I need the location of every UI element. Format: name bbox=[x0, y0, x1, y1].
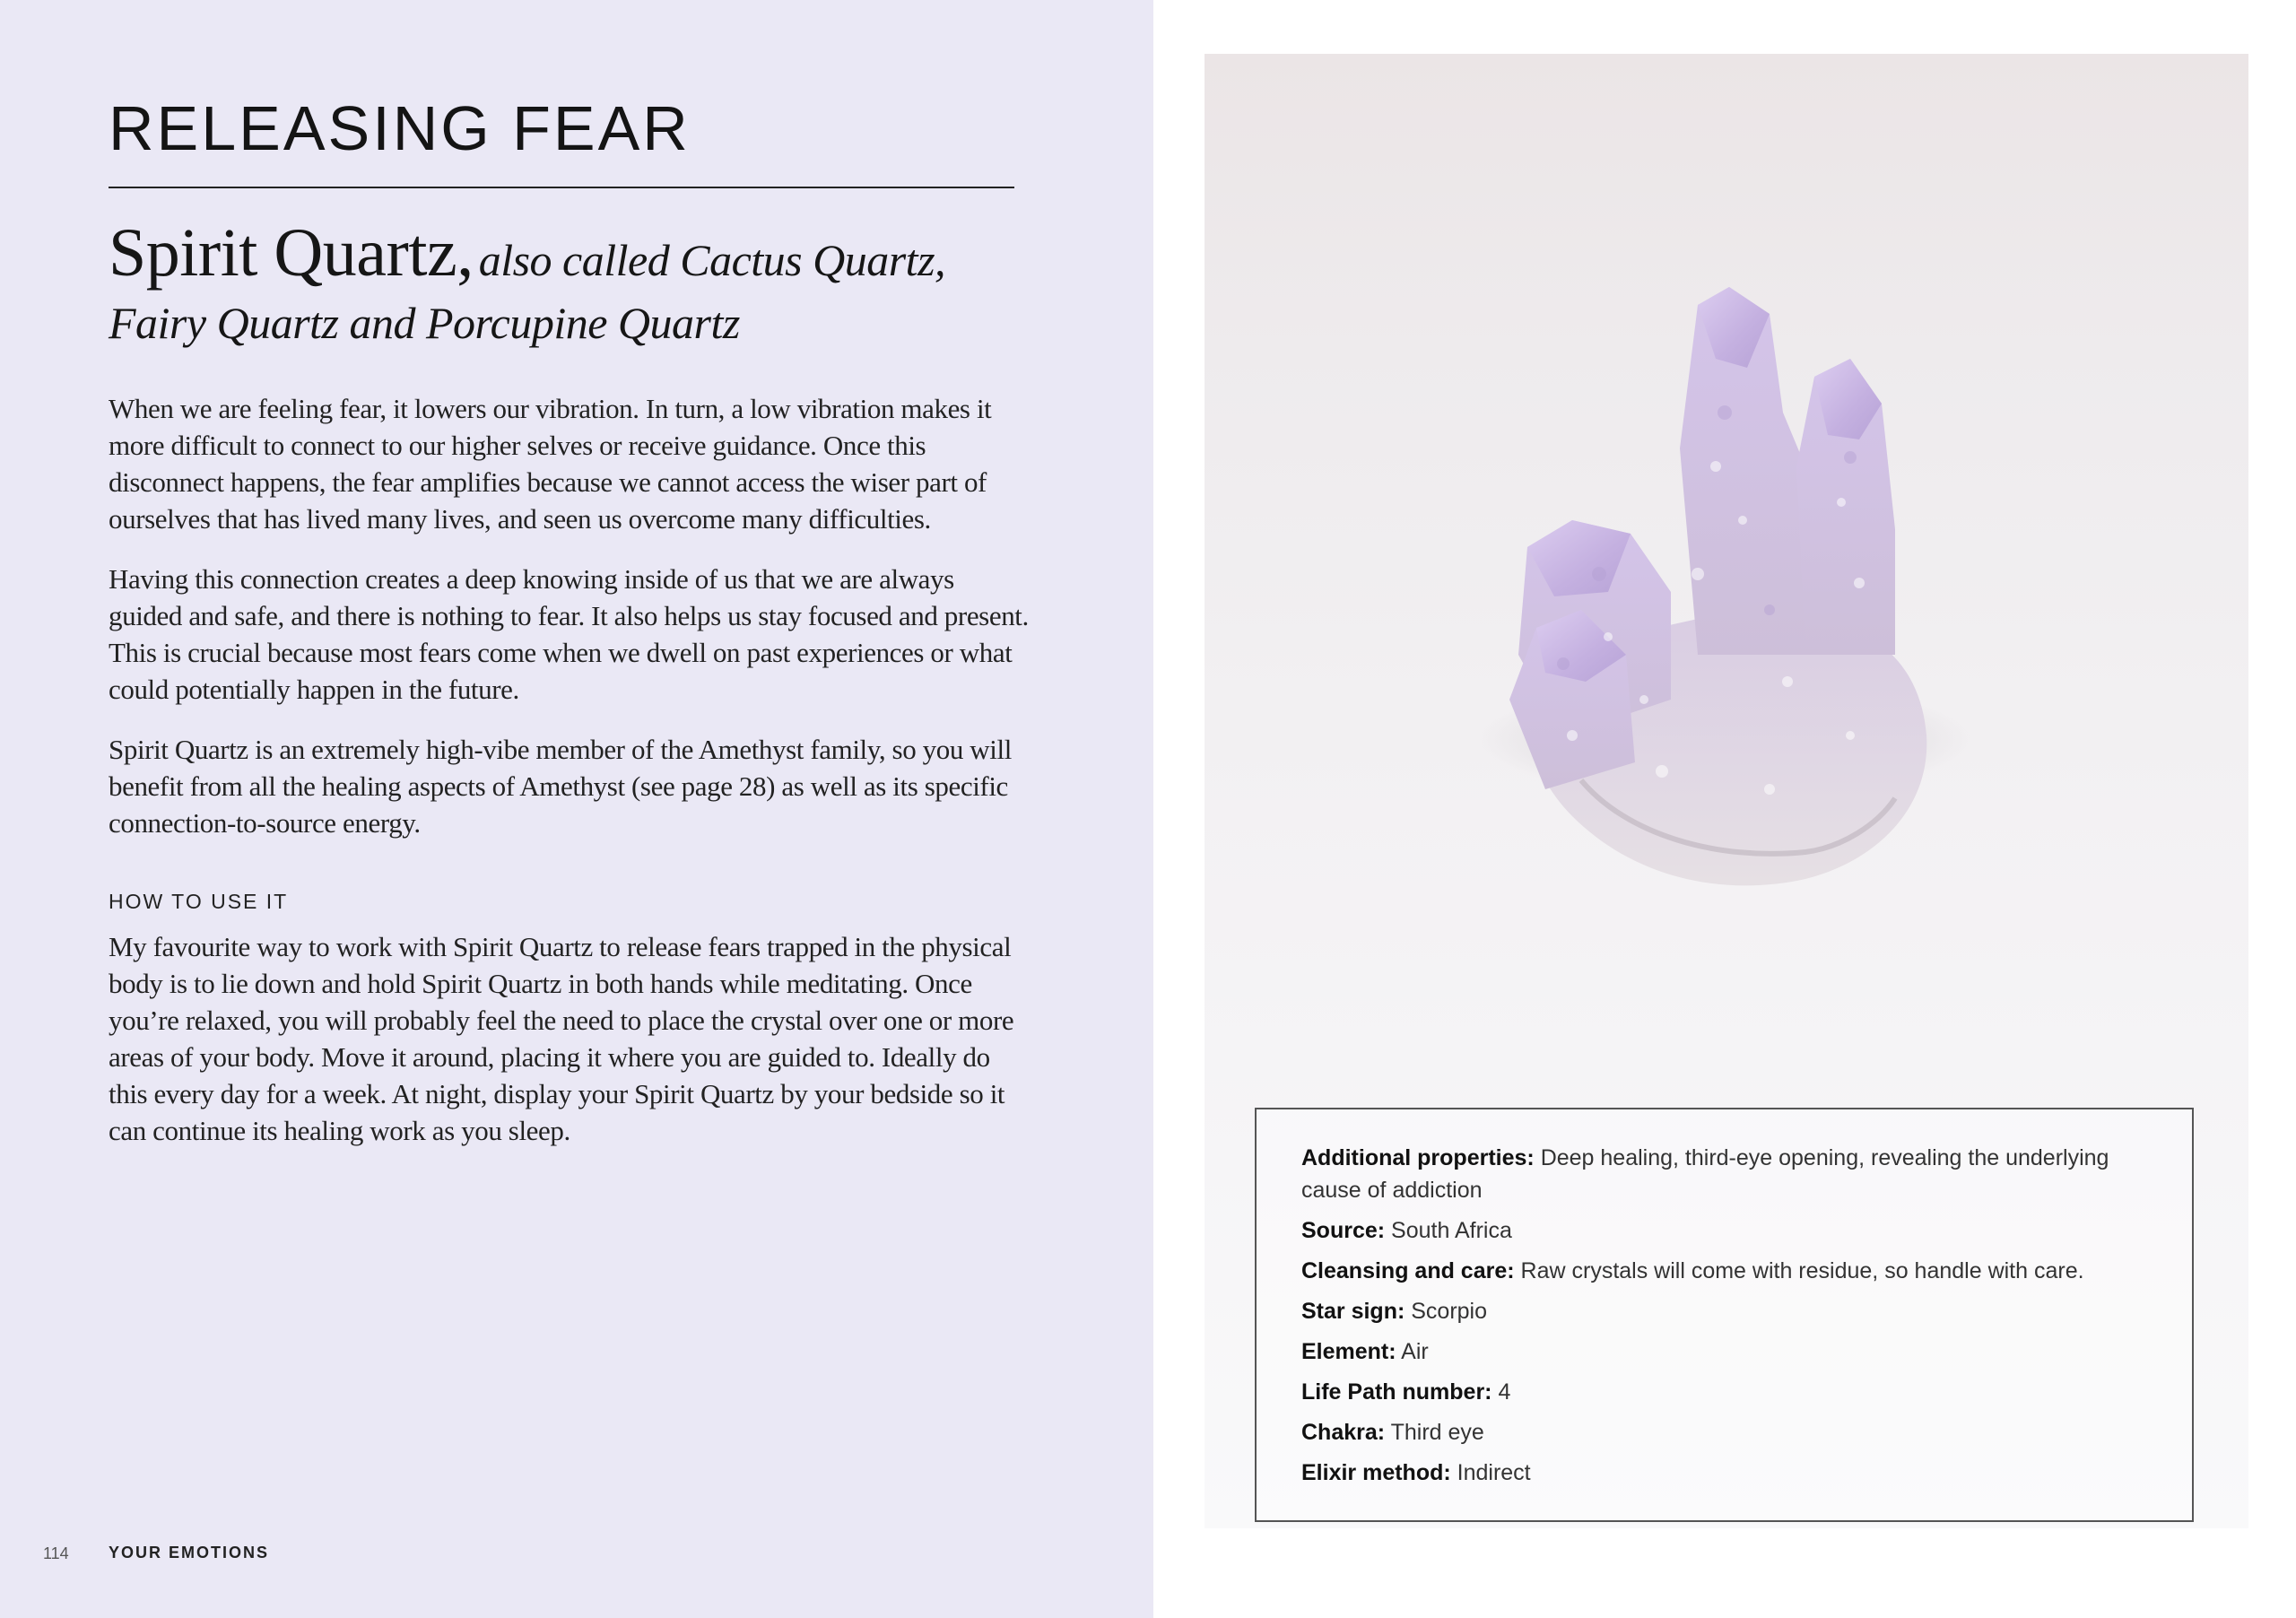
property-cleansing: Cleansing and care: Raw crystals will come with residue, so handle with care. bbox=[1301, 1258, 2084, 1283]
body-paragraph-3: Spirit Quartz is an extremely high-vibe member of the Amethyst family, so you will benefit from all the healing aspects of Amethyst (see page 28) as well as its specific connection-to-source energy. bbox=[109, 734, 1012, 839]
property-star-sign: Star sign: Scorpio bbox=[1301, 1299, 1488, 1324]
how-to-use-heading: HOW TO USE IT bbox=[109, 890, 289, 913]
title-divider bbox=[109, 187, 1014, 188]
body-paragraph-2: Having this connection creates a deep knowing inside of us that we are always guided and safe, and there is nothing to fear. It also helps us stay focused and present. This is crucial because most fears come when we dwell on past experiences or what could potentially happen in the future. bbox=[109, 563, 1029, 705]
body-paragraph-1: When we are feeling fear, it lowers our vibration. In turn, a low vibration makes it more difficult to connect to our higher selves or receive guidance. Once this disconnect happens, the fear amplifies because we cannot access the wiser part of ourselves that has lived many lives, and seen us overcome many difficulties. bbox=[109, 393, 992, 535]
property-source: Source: South Africa bbox=[1301, 1218, 1512, 1243]
property-chakra: Chakra: Third eye bbox=[1301, 1420, 1484, 1445]
property-additional: Additional properties: Deep healing, third-eye opening, revealing the underlying cause of addiction bbox=[1301, 1145, 2109, 1203]
page-number: 114 bbox=[43, 1544, 69, 1562]
crystal-heading bbox=[109, 215, 1023, 359]
section-title: RELEASING FEAR bbox=[109, 93, 691, 163]
running-footer-section: YOUR EMOTIONS bbox=[109, 1544, 270, 1561]
property-life-path: Life Path number: 4 bbox=[1301, 1379, 1511, 1405]
crystal-properties-box bbox=[1255, 1108, 2194, 1522]
crystal-name: Spirit Quartz, bbox=[109, 215, 474, 291]
crystal-alternate-names: also called Cactus Quartz, Fairy Quartz and Porcupine Quartz bbox=[109, 235, 946, 348]
spirit-quartz-crystal-illustration bbox=[1429, 233, 2003, 1022]
property-element: Element: Air bbox=[1301, 1339, 1429, 1364]
how-to-use-text: My favourite way to work with Spirit Quartz to release fears trapped in the physical body is to lie down and hold Spirit Quartz in both hands while meditating. Once you’re relaxed, you will probably feel the need to place the crystal over one or more areas of your body. Move it around, placing it where you are guided to. Ideally do this every day for a week. At night, display your Spirit Quartz by your bedside so it can continue its healing work as you sleep. bbox=[109, 931, 1014, 1146]
property-elixir: Elixir method: Indirect bbox=[1301, 1460, 1531, 1485]
